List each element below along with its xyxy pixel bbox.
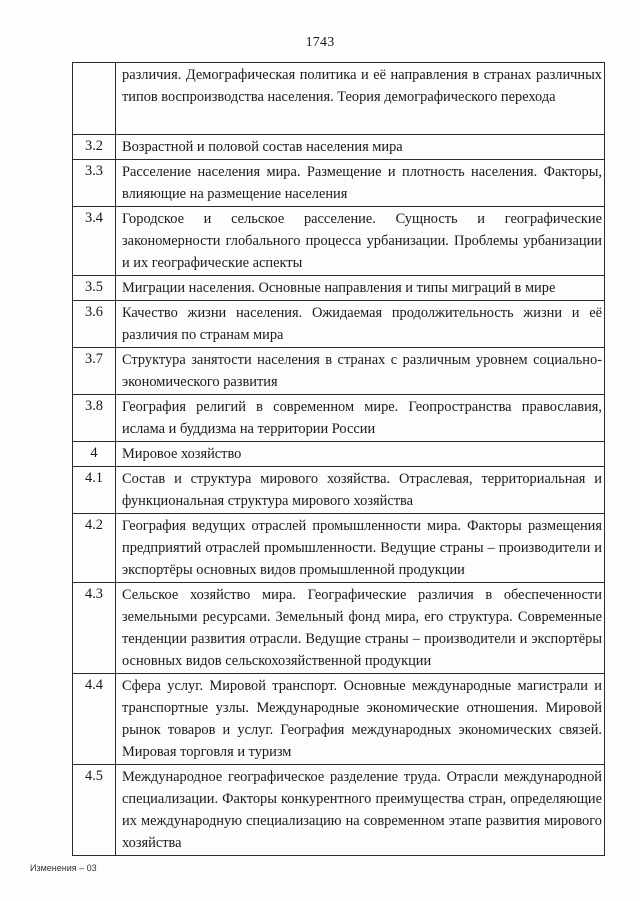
table-row: [73, 583, 605, 674]
table-row: [73, 442, 605, 467]
row-number: 4.5: [73, 765, 116, 856]
table-row: [73, 135, 605, 160]
row-topic: Структура занятости населения в странах с различным уровнем социально-экономического развития: [116, 348, 605, 395]
page-number: 1743: [305, 35, 335, 50]
row-number: 4.2: [73, 514, 116, 583]
row-number: 3.8: [73, 395, 116, 442]
row-number: 3.4: [73, 207, 116, 276]
row-topic: Возрастной и половой состав населения мира: [116, 135, 605, 160]
row-number: 3.5: [73, 276, 116, 301]
row-number: 4.4: [73, 674, 116, 765]
table-row: [73, 160, 605, 207]
row-topic: Городское и сельское расселение. Сущность и географические закономерности глобального процесса урбанизации. Проблемы урбанизации и их географические аспекты: [116, 207, 605, 276]
row-topic: География религий в современном мире. Геопространства православия, ислама и буддизма на территории России: [116, 395, 605, 442]
table-row: [73, 276, 605, 301]
table-row: [73, 765, 605, 856]
table-row: [73, 514, 605, 583]
row-number: 3.2: [73, 135, 116, 160]
table-row: [73, 301, 605, 348]
table-row: [73, 674, 605, 765]
row-number: 3.7: [73, 348, 116, 395]
row-number: 3.3: [73, 160, 116, 207]
row-number: 4.3: [73, 583, 116, 674]
table-row: [73, 348, 605, 395]
row-topic: Расселение населения мира. Размещение и плотность населения. Факторы, влияющие на размещение населения: [116, 160, 605, 207]
row-topic: Мировое хозяйство: [116, 442, 605, 467]
row-number: 4.1: [73, 467, 116, 514]
row-topic: Международное географическое разделение труда. Отрасли международной специализации. Факторы конкурентного преимущества стран, определяющие их международную специализацию на современном этапе развития мирового хозяйства: [116, 765, 605, 856]
row-topic: различия. Демографическая политика и её направления в странах различных типов воспроизводства населения. Теория демографического перехода: [116, 63, 605, 135]
row-topic: Качество жизни населения. Ожидаемая продолжительность жизни и её различия по странам мира: [116, 301, 605, 348]
row-topic: Состав и структура мирового хозяйства. Отраслевая, территориальная и функциональная структура мирового хозяйства: [116, 467, 605, 514]
footer-revision-note: Изменения – 03: [30, 863, 97, 873]
row-topic: География ведущих отраслей промышленности мира. Факторы размещения предприятий отраслей промышленности. Ведущие страны – производители и экспортёры основных видов промышленной продукции: [116, 514, 605, 583]
row-number: 4: [73, 442, 116, 467]
curriculum-table: [72, 62, 605, 856]
row-topic: Миграции населения. Основные направления и типы миграций в мире: [116, 276, 605, 301]
row-topic: Сфера услуг. Мировой транспорт. Основные международные магистрали и транспортные узлы. Международные экономические отношения. Мировой рынок товаров и услуг. География международных экономических связей. Мировая торговля и туризм: [116, 674, 605, 765]
row-topic: Сельское хозяйство мира. Географические различия в обеспеченности земельными ресурсами. Земельный фонд мира, его структура. Современные тенденции развития отрасли. Ведущие страны – производители и экспортёры основных видов сельскохозяйственной продукции: [116, 583, 605, 674]
row-number: 3.6: [73, 301, 116, 348]
table-row: [73, 395, 605, 442]
table-row: [73, 467, 605, 514]
table-row: [73, 63, 605, 135]
table-row: [73, 207, 605, 276]
row-number: [73, 63, 116, 135]
